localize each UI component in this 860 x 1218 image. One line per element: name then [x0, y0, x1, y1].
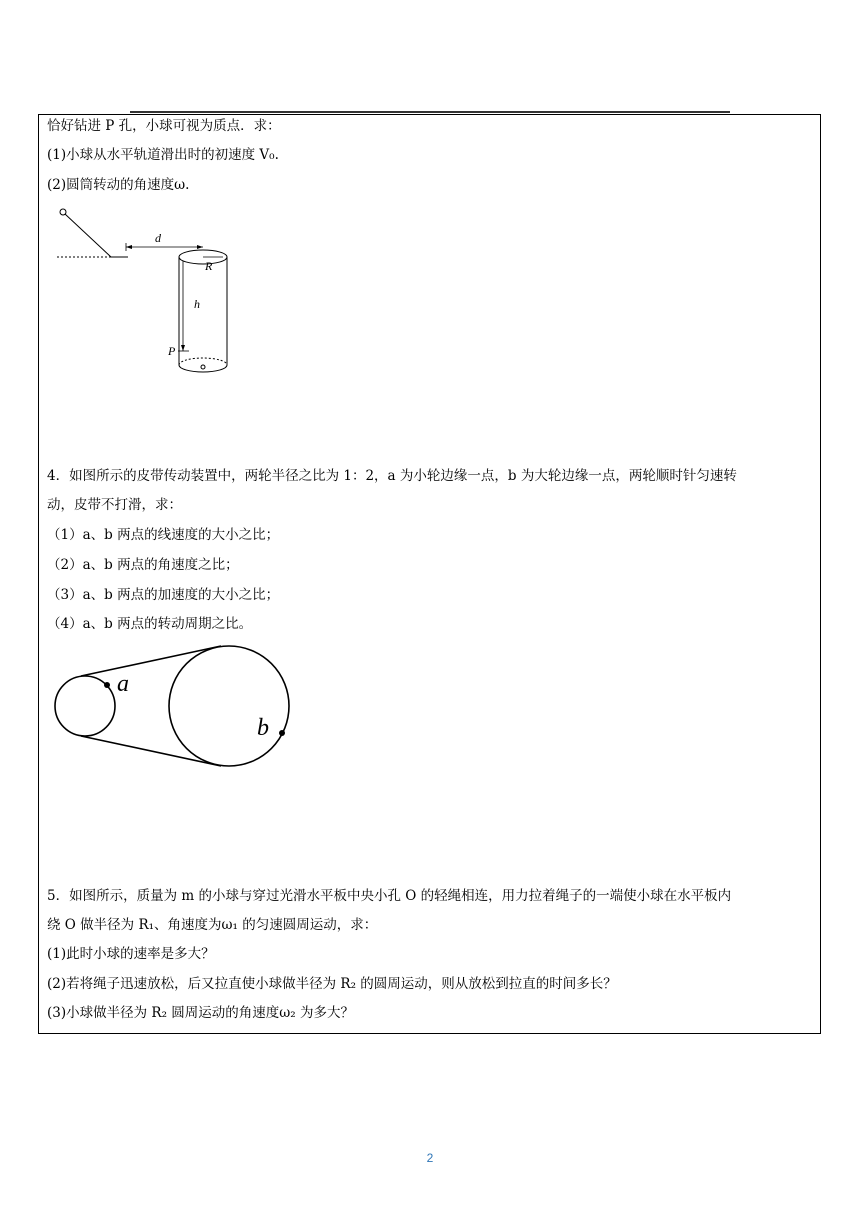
q5-stem-line1: 5．如图所示，质量为 m 的小球与穿过光滑水平板中央小孔 O 的轻绳相连，用力拉着绳子的一端使小球在水平板内 — [47, 888, 732, 904]
q4-part1: （1）a、b 两点的线速度的大小之比； — [47, 527, 280, 543]
q4-part3: （3）a、b 两点的加速度的大小之比； — [47, 587, 280, 603]
q5-stem-line2: 绕 O 做半径为 R₁、角速度为ω₁ 的匀速圆周运动，求： — [47, 917, 378, 933]
q3-part2: (2)圆筒转动的角速度ω. — [47, 177, 190, 193]
q4-stem-line2: 动，皮带不打滑，求： — [47, 497, 182, 513]
label-R: R — [205, 259, 213, 273]
q5-part2: (2)若将绳子迅速放松，后又拉直使小球做半径为 R₂ 的圆周运动，则从放松到拉直的时间多长？ — [47, 976, 617, 992]
q5-part3: (3)小球做半径为 R₂ 圆周运动的角速度ω₂ 为多大？ — [47, 1005, 354, 1021]
q4-belt-figure — [49, 641, 309, 771]
q4-part2: （2）a、b 两点的角速度之比； — [47, 557, 239, 573]
q5-part1: (1)此时小球的速率是多大？ — [47, 946, 215, 962]
q3-part1: (1)小球从水平轨道滑出时的初速度 V₀. — [47, 147, 279, 163]
label-h: h — [194, 297, 200, 311]
question-box — [38, 114, 821, 1034]
label-d: d — [155, 231, 161, 245]
q3-cylinder-figure — [53, 205, 253, 375]
q4-part4: （4）a、b 两点的转动周期之比。 — [47, 616, 253, 632]
label-a: a — [117, 671, 129, 697]
label-b: b — [257, 715, 269, 741]
page-number: 2 — [426, 1151, 434, 1165]
q4-stem-line1: 4．如图所示的皮带传动装置中，两轮半径之比为 1：2，a 为小轮边缘一点，b 为大轮边缘一点，两轮顺时针匀速转 — [47, 468, 737, 484]
q3-intro: 恰好钻进 P 孔，小球可视为质点．求： — [47, 118, 281, 134]
label-P: P — [168, 344, 176, 358]
header-rule — [130, 111, 730, 113]
